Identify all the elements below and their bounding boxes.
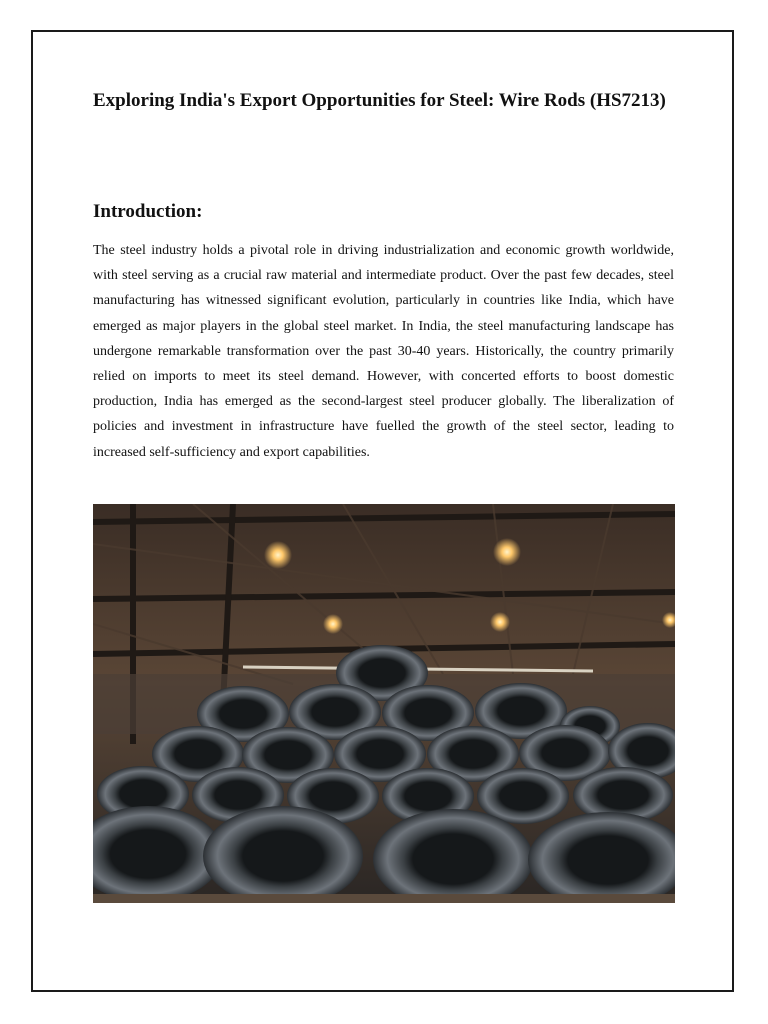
section-heading: Introduction: bbox=[93, 201, 203, 222]
wire-rod-coils-photo bbox=[93, 504, 675, 903]
document-title: Exploring India's Export Opportunities for Steel: Wire Rods (HS7213) bbox=[93, 90, 666, 111]
intro-paragraph: The steel industry holds a pivotal role in driving industrialization and economic growth worldwide, with steel serving as a crucial raw material and intermediate product. Over the past few decades, steel manufacturing has witnessed significant evolution, particularly in countries like India, which have emerged as major players in the global steel market. In India, the steel manufacturing landscape has undergone remarkable transformation over the past 30-40 years. Historically, the country primarily relied on imports to meet its steel demand. However, with concerted efforts to boost domestic production, India has emerged as the second-largest steel producer globally. The liberalization of policies and investment in infrastructure have fuelled the growth of the steel sector, leading to increased self-sufficiency and export capabilities. bbox=[93, 243, 674, 460]
